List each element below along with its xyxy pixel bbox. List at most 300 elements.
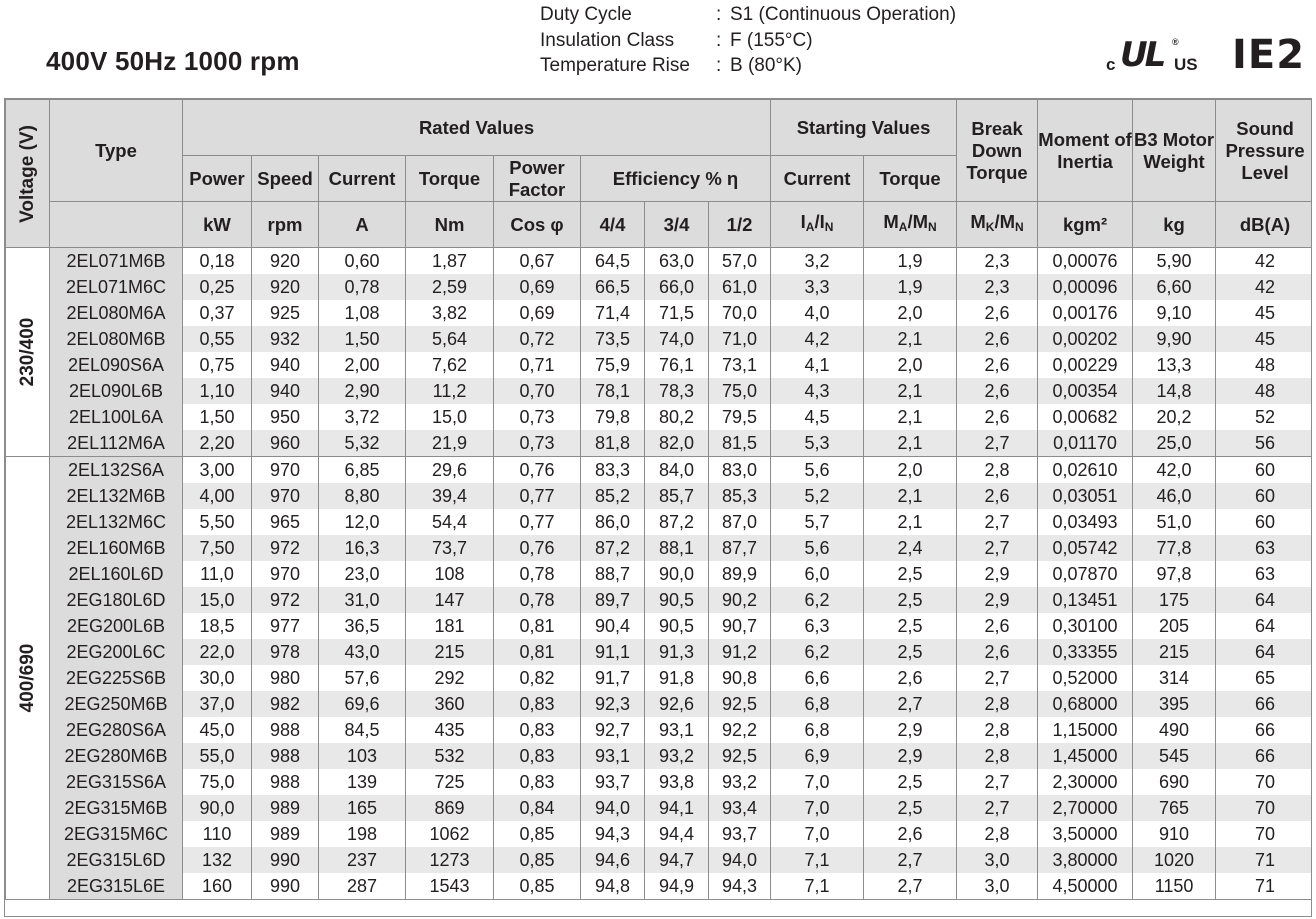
spec-temperature-rise: [540, 53, 956, 79]
cell-current: 5,32: [319, 430, 406, 457]
cell-eff-3q: 66,0: [645, 274, 709, 300]
cell-eff-full: 89,7: [581, 587, 645, 613]
cell-torque: 39,4: [406, 483, 494, 509]
cell-start-torque: 2,6: [864, 821, 957, 847]
cell-weight: 1020: [1133, 847, 1216, 873]
cell-eff-3q: 90,5: [645, 613, 709, 639]
cert-logo-ul: UL: [1120, 35, 1164, 75]
unit-subscript: N: [824, 220, 834, 234]
type-column-header: Type: [50, 100, 183, 202]
cell-break-torque: 2,9: [957, 561, 1038, 587]
cell-torque: 1,87: [406, 248, 494, 275]
cell-break-torque: 2,6: [957, 483, 1038, 509]
cell-weight: 545: [1133, 743, 1216, 769]
cell-start-current: 6,8: [771, 691, 864, 717]
type-unit-cell: [50, 202, 183, 248]
cell-eff-half: 81,5: [709, 430, 771, 457]
cell-inertia: 0,01170: [1038, 430, 1133, 457]
cell-start-torque: 2,9: [864, 717, 957, 743]
spec-label: Temperature Rise: [540, 55, 690, 76]
cell-power: 37,0: [183, 691, 252, 717]
table-row: [6, 769, 1313, 795]
cell-sound: 64: [1216, 613, 1312, 639]
cell-weight: 97,8: [1133, 561, 1216, 587]
current-header: Current: [319, 156, 406, 202]
spec-value: B (80°K): [730, 55, 803, 76]
cell-inertia: 0,03493: [1038, 509, 1133, 535]
efficiency-header: Efficiency % η: [581, 156, 771, 202]
cell-inertia: 0,02610: [1038, 457, 1133, 484]
cell-break-torque: 2,8: [957, 743, 1038, 769]
table-row: [6, 430, 1313, 457]
cell-current: 0,60: [319, 248, 406, 275]
cell-current: 31,0: [319, 587, 406, 613]
cert-logo-us: US: [1174, 55, 1198, 74]
cell-eff-3q: 84,0: [645, 457, 709, 484]
cell-start-torque: 1,9: [864, 248, 957, 275]
cell-eff-half: 92,5: [709, 691, 771, 717]
cell-eff-full: 79,8: [581, 404, 645, 430]
table-row: [6, 535, 1313, 561]
spec-label: Insulation Class: [540, 29, 675, 51]
cell-weight: 13,3: [1133, 352, 1216, 378]
cell-eff-full: 73,5: [581, 326, 645, 352]
cell-power: 4,00: [183, 483, 252, 509]
cell-eff-half: 79,5: [709, 404, 771, 430]
table-row: [6, 847, 1313, 873]
cell-inertia: 0,07870: [1038, 561, 1133, 587]
cell-current: 23,0: [319, 561, 406, 587]
cell-speed: 970: [252, 483, 319, 509]
cell-eff-full: 83,3: [581, 457, 645, 484]
cell-weight: 51,0: [1133, 509, 1216, 535]
cell-current: 8,80: [319, 483, 406, 509]
cell-power: 15,0: [183, 587, 252, 613]
cell-current: 139: [319, 769, 406, 795]
table-row: [6, 639, 1313, 665]
cell-break-torque: 2,8: [957, 691, 1038, 717]
efficiency-three-quarter-unit: 3/4: [645, 202, 709, 248]
cell-power-factor: 0,73: [494, 404, 581, 430]
table-row: [6, 378, 1313, 404]
cell-start-current: 4,2: [771, 326, 864, 352]
cell-speed: 970: [252, 561, 319, 587]
cell-sound: 48: [1216, 352, 1312, 378]
cell-start-current: 5,7: [771, 509, 864, 535]
starting-values-header: Starting Values: [771, 100, 957, 156]
spec-value: F (155°C): [730, 29, 813, 51]
cell-speed: 980: [252, 665, 319, 691]
unit-subscript: K: [985, 220, 995, 234]
unit-subscript: N: [928, 220, 937, 234]
cell-eff-half: 90,8: [709, 665, 771, 691]
cell-start-torque: 2,7: [864, 691, 957, 717]
cell-speed: 988: [252, 743, 319, 769]
cell-torque: 292: [406, 665, 494, 691]
cell-inertia: 0,68000: [1038, 691, 1133, 717]
torque-header: Torque: [406, 156, 494, 202]
cert-logo-registered: ®: [1172, 37, 1179, 47]
cell-start-torque: 2,1: [864, 509, 957, 535]
cell-sound: 42: [1216, 274, 1312, 300]
table-row: [6, 691, 1313, 717]
cell-speed: 940: [252, 352, 319, 378]
cell-start-torque: 2,5: [864, 639, 957, 665]
cell-inertia: 0,00076: [1038, 248, 1133, 275]
unit-symbol: M: [970, 211, 986, 232]
cell-power-factor: 0,83: [494, 743, 581, 769]
cell-start-current: 6,8: [771, 717, 864, 743]
cell-inertia: 0,00176: [1038, 300, 1133, 326]
cell-power: 0,55: [183, 326, 252, 352]
cell-weight: 314: [1133, 665, 1216, 691]
cell-speed: 972: [252, 535, 319, 561]
cell-start-torque: 2,5: [864, 795, 957, 821]
cell-eff-full: 92,7: [581, 717, 645, 743]
cell-power-factor: 0,73: [494, 430, 581, 457]
current-unit: A: [319, 202, 406, 248]
starting-current-unit: [771, 202, 864, 248]
cell-current: 36,5: [319, 613, 406, 639]
speed-header: Speed: [252, 156, 319, 202]
cell-power-factor: 0,69: [494, 300, 581, 326]
cell-eff-3q: 93,8: [645, 769, 709, 795]
cell-start-current: 3,3: [771, 274, 864, 300]
cell-eff-3q: 87,2: [645, 509, 709, 535]
cell-power: 7,50: [183, 535, 252, 561]
table-row: [6, 248, 1313, 275]
cell-eff-half: 73,1: [709, 352, 771, 378]
cell-current: 1,50: [319, 326, 406, 352]
cell-power: 11,0: [183, 561, 252, 587]
cell-inertia: 3,80000: [1038, 847, 1133, 873]
cell-start-current: 4,5: [771, 404, 864, 430]
page-title: 400V 50Hz 1000 rpm: [46, 46, 300, 76]
cell-power-factor: 0,72: [494, 326, 581, 352]
power-unit: kW: [183, 202, 252, 248]
cell-start-current: 7,0: [771, 769, 864, 795]
cell-weight: 20,2: [1133, 404, 1216, 430]
unit-symbol: /M: [907, 211, 929, 232]
cell-inertia: 0,00682: [1038, 404, 1133, 430]
cell-eff-half: 75,0: [709, 378, 771, 404]
cell-power: 1,50: [183, 404, 252, 430]
cell-power: 18,5: [183, 613, 252, 639]
cell-weight: 690: [1133, 769, 1216, 795]
power-header: Power: [183, 156, 252, 202]
cell-speed: 989: [252, 821, 319, 847]
cell-torque: 2,59: [406, 274, 494, 300]
cell-inertia: 4,50000: [1038, 873, 1133, 900]
cell-eff-half: 92,5: [709, 743, 771, 769]
cell-torque: 108: [406, 561, 494, 587]
cell-eff-full: 86,0: [581, 509, 645, 535]
table-row: [6, 274, 1313, 300]
cell-eff-3q: 94,9: [645, 873, 709, 900]
cell-inertia: 0,00096: [1038, 274, 1133, 300]
sound-pressure-header: Sound Pressure Level: [1216, 100, 1312, 202]
motor-weight-header: B3 Motor Weight: [1133, 100, 1216, 202]
cell-type: 2EG250M6B: [50, 691, 183, 717]
cell-eff-half: 93,4: [709, 795, 771, 821]
cell-start-torque: 2,6: [864, 665, 957, 691]
cell-current: 43,0: [319, 639, 406, 665]
cell-break-torque: 2,6: [957, 378, 1038, 404]
starting-torque-unit: [864, 202, 957, 248]
cell-current: 287: [319, 873, 406, 900]
cell-sound: 66: [1216, 691, 1312, 717]
speed-unit: rpm: [252, 202, 319, 248]
cell-start-torque: 2,4: [864, 535, 957, 561]
cell-start-torque: 2,0: [864, 352, 957, 378]
cell-sound: 45: [1216, 326, 1312, 352]
cell-torque: 360: [406, 691, 494, 717]
cell-break-torque: 2,8: [957, 821, 1038, 847]
cell-current: 103: [319, 743, 406, 769]
cell-current: 1,08: [319, 300, 406, 326]
cell-inertia: 0,00229: [1038, 352, 1133, 378]
cell-start-current: 5,3: [771, 430, 864, 457]
voltage-group-label: 400/690: [16, 643, 38, 713]
table-row: [6, 873, 1313, 900]
cell-type: 2EG315L6D: [50, 847, 183, 873]
cell-eff-half: 87,7: [709, 535, 771, 561]
cell-power: 0,37: [183, 300, 252, 326]
cell-torque: 73,7: [406, 535, 494, 561]
cell-eff-full: 91,1: [581, 639, 645, 665]
cell-speed: 990: [252, 873, 319, 900]
motor-data-table: [5, 99, 1312, 900]
voltage-column-header: [6, 100, 50, 248]
motor-data-table-container: [4, 98, 1312, 917]
cell-torque: 29,6: [406, 457, 494, 484]
cell-eff-3q: 80,2: [645, 404, 709, 430]
cell-eff-3q: 90,0: [645, 561, 709, 587]
cell-torque: 11,2: [406, 378, 494, 404]
voltage-group-cell: [6, 457, 50, 900]
cell-start-current: 6,0: [771, 561, 864, 587]
cell-inertia: 2,30000: [1038, 769, 1133, 795]
cell-weight: 6,60: [1133, 274, 1216, 300]
cell-power: 55,0: [183, 743, 252, 769]
unit-subscript: A: [805, 220, 815, 234]
cell-eff-full: 85,2: [581, 483, 645, 509]
cell-speed: 990: [252, 847, 319, 873]
cell-sound: 70: [1216, 821, 1312, 847]
cell-eff-3q: 71,5: [645, 300, 709, 326]
cell-speed: 989: [252, 795, 319, 821]
cell-start-current: 5,6: [771, 457, 864, 484]
cell-power: 75,0: [183, 769, 252, 795]
torque-unit: Nm: [406, 202, 494, 248]
cell-speed: 940: [252, 378, 319, 404]
cell-type: 2EL090S6A: [50, 352, 183, 378]
cell-power: 0,25: [183, 274, 252, 300]
cell-start-current: 4,0: [771, 300, 864, 326]
cell-torque: 869: [406, 795, 494, 821]
cell-speed: 950: [252, 404, 319, 430]
table-row: [6, 587, 1313, 613]
cell-eff-half: 85,3: [709, 483, 771, 509]
voltage-group-label: 230/400: [16, 317, 38, 387]
cell-start-torque: 2,1: [864, 483, 957, 509]
cell-torque: 181: [406, 613, 494, 639]
cell-current: 16,3: [319, 535, 406, 561]
cell-current: 165: [319, 795, 406, 821]
cell-weight: 9,10: [1133, 300, 1216, 326]
cell-eff-3q: 76,1: [645, 352, 709, 378]
cell-current: 2,00: [319, 352, 406, 378]
cell-current: 69,6: [319, 691, 406, 717]
cell-torque: 15,0: [406, 404, 494, 430]
cell-weight: 25,0: [1133, 430, 1216, 457]
cell-eff-3q: 78,3: [645, 378, 709, 404]
cell-type: 2EG315L6E: [50, 873, 183, 900]
cell-start-torque: 2,0: [864, 300, 957, 326]
cell-eff-half: 92,2: [709, 717, 771, 743]
cell-eff-full: 87,2: [581, 535, 645, 561]
sound-unit: dB(A): [1216, 202, 1312, 248]
cell-eff-3q: 82,0: [645, 430, 709, 457]
cell-sound: 52: [1216, 404, 1312, 430]
cell-power-factor: 0,76: [494, 457, 581, 484]
cell-power: 110: [183, 821, 252, 847]
cell-speed: 920: [252, 248, 319, 275]
cell-sound: 65: [1216, 665, 1312, 691]
cell-eff-3q: 88,1: [645, 535, 709, 561]
cell-type: 2EL080M6A: [50, 300, 183, 326]
cell-power-factor: 0,70: [494, 378, 581, 404]
cell-inertia: 0,30100: [1038, 613, 1133, 639]
cell-start-torque: 2,7: [864, 873, 957, 900]
cell-eff-full: 92,3: [581, 691, 645, 717]
cell-current: 6,85: [319, 457, 406, 484]
cell-inertia: 0,00202: [1038, 326, 1133, 352]
cell-eff-3q: 85,7: [645, 483, 709, 509]
cell-eff-half: 93,2: [709, 769, 771, 795]
cell-eff-3q: 91,3: [645, 639, 709, 665]
spec-insulation-class: [540, 28, 956, 54]
table-row: [6, 743, 1313, 769]
cell-power: 160: [183, 873, 252, 900]
cell-eff-3q: 63,0: [645, 248, 709, 275]
cell-eff-full: 75,9: [581, 352, 645, 378]
cell-start-torque: 2,0: [864, 457, 957, 484]
cell-eff-half: 70,0: [709, 300, 771, 326]
table-row: [6, 795, 1313, 821]
cell-break-torque: 2,6: [957, 300, 1038, 326]
cell-break-torque: 2,8: [957, 457, 1038, 484]
cell-torque: 21,9: [406, 430, 494, 457]
cell-power-factor: 0,83: [494, 691, 581, 717]
spec-duty-cycle: [540, 2, 956, 28]
cell-power-factor: 0,81: [494, 613, 581, 639]
cell-sound: 56: [1216, 430, 1312, 457]
cell-break-torque: 2,6: [957, 613, 1038, 639]
cell-eff-half: 89,9: [709, 561, 771, 587]
table-row: [6, 300, 1313, 326]
table-row: [6, 326, 1313, 352]
motor-data-body: [6, 248, 1313, 900]
cell-start-current: 6,2: [771, 587, 864, 613]
cell-start-current: 5,6: [771, 535, 864, 561]
power-factor-unit: Cos φ: [494, 202, 581, 248]
cell-sound: 70: [1216, 769, 1312, 795]
cell-start-torque: 2,5: [864, 561, 957, 587]
cell-weight: 42,0: [1133, 457, 1216, 484]
cell-eff-full: 91,7: [581, 665, 645, 691]
cell-sound: 66: [1216, 717, 1312, 743]
starting-torque-header: Torque: [864, 156, 957, 202]
cell-start-torque: 2,1: [864, 404, 957, 430]
cell-eff-full: 94,0: [581, 795, 645, 821]
cell-power-factor: 0,83: [494, 769, 581, 795]
cell-break-torque: 2,7: [957, 769, 1038, 795]
cell-weight: 215: [1133, 639, 1216, 665]
cell-power-factor: 0,85: [494, 873, 581, 900]
cell-power-factor: 0,78: [494, 587, 581, 613]
cell-power-factor: 0,69: [494, 274, 581, 300]
moment-of-inertia-header: Moment of Inertia: [1038, 100, 1133, 202]
unit-symbol: /M: [994, 211, 1016, 232]
cell-break-torque: 2,6: [957, 326, 1038, 352]
cell-type: 2EL132M6B: [50, 483, 183, 509]
cell-current: 237: [319, 847, 406, 873]
cell-inertia: 0,52000: [1038, 665, 1133, 691]
spec-label: Duty Cycle: [540, 4, 632, 25]
cell-speed: 977: [252, 613, 319, 639]
cell-sound: 71: [1216, 847, 1312, 873]
cell-power-factor: 0,67: [494, 248, 581, 275]
cell-speed: 960: [252, 430, 319, 457]
cell-power: 2,20: [183, 430, 252, 457]
cell-torque: 215: [406, 639, 494, 665]
cell-weight: 14,8: [1133, 378, 1216, 404]
cell-speed: 982: [252, 691, 319, 717]
cell-torque: 54,4: [406, 509, 494, 535]
cell-power: 0,75: [183, 352, 252, 378]
cell-eff-half: 87,0: [709, 509, 771, 535]
table-row: [6, 509, 1313, 535]
cell-eff-full: 94,8: [581, 873, 645, 900]
cell-torque: 1062: [406, 821, 494, 847]
unit-symbol: /I: [814, 211, 825, 232]
break-down-torque-unit: [957, 202, 1038, 248]
power-factor-header: Power Factor: [494, 156, 581, 202]
cell-type: 2EL132S6A: [50, 457, 183, 484]
cell-type: 2EL160L6D: [50, 561, 183, 587]
cell-weight: 205: [1133, 613, 1216, 639]
cell-type: 2EG280S6A: [50, 717, 183, 743]
cell-eff-half: 57,0: [709, 248, 771, 275]
cell-eff-full: 66,5: [581, 274, 645, 300]
cell-torque: 725: [406, 769, 494, 795]
cell-speed: 970: [252, 457, 319, 484]
cell-break-torque: 2,7: [957, 430, 1038, 457]
cell-power-factor: 0,81: [494, 639, 581, 665]
weight-unit: kg: [1133, 202, 1216, 248]
cell-start-current: 6,3: [771, 613, 864, 639]
cell-type: 2EL160M6B: [50, 535, 183, 561]
cell-eff-full: 90,4: [581, 613, 645, 639]
cell-sound: 60: [1216, 483, 1312, 509]
cell-start-current: 7,0: [771, 795, 864, 821]
cell-weight: 77,8: [1133, 535, 1216, 561]
cell-torque: 435: [406, 717, 494, 743]
cell-break-torque: 2,3: [957, 274, 1038, 300]
cell-eff-3q: 94,4: [645, 821, 709, 847]
cell-eff-full: 64,5: [581, 248, 645, 275]
